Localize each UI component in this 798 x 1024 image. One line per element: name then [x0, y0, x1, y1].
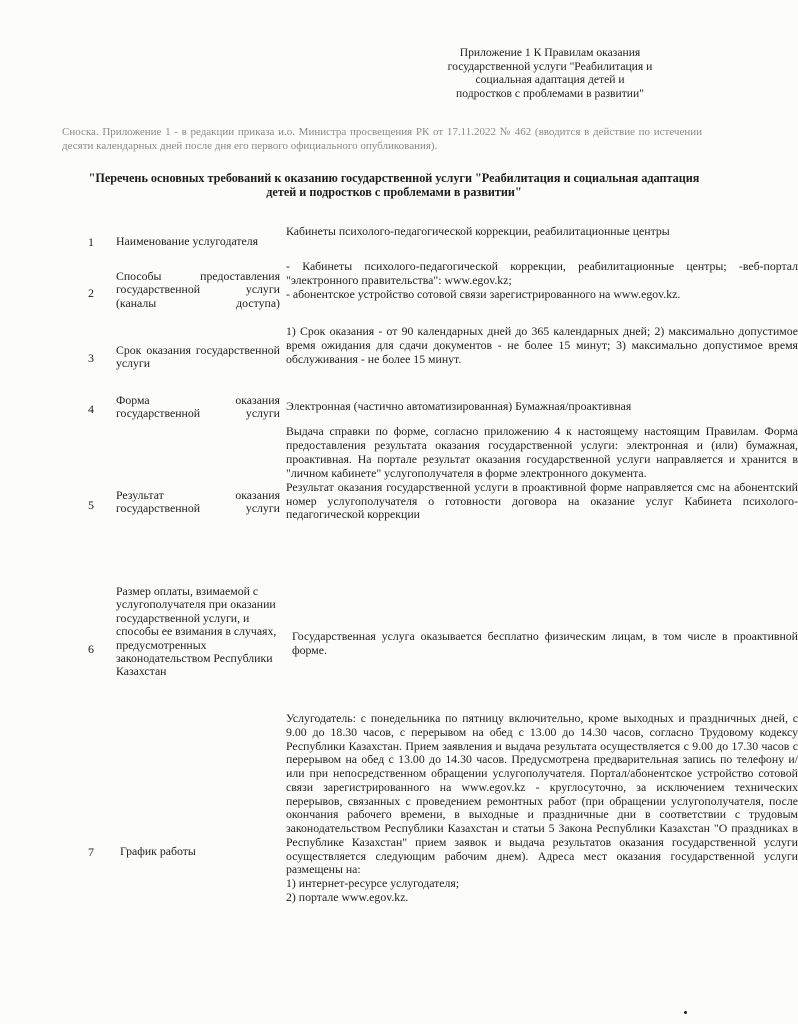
row-number: 6 [88, 642, 94, 656]
requirement-row [78, 584, 798, 710]
row-value-paragraph: - Кабинеты психолого-педагогической коррекции, реабилитационные центры; -веб-портал "электронного правительства": www.egov.kz; [286, 259, 798, 287]
row-value-paragraph: Результат оказания государственной услуги в проактивной форме направляется смс на абонентский номер услугополучателя о готовности договора на оказание услуг Кабинета психолого-педагогической коррекции [286, 479, 798, 522]
row-label: Форма оказания государственной услуги [116, 393, 280, 421]
requirement-row [78, 225, 728, 255]
requirement-row [78, 711, 798, 1002]
row-value [292, 630, 798, 658]
row-value [286, 712, 798, 905]
row-number: 2 [88, 286, 94, 300]
row-value-paragraph: Выдача справки по форме, согласно приложению 4 к настоящему настоящим Правилам. Форма предоставления результата оказания государственной услуги: электронная и (или) бумажная, проактивная. На портале результат оказания государственной услуги направляется и хранится в "личном кабинете" услугополучателя в форме электронного документа. [286, 424, 798, 480]
document-title: "Перечень основных требований к оказанию государственной услуги "Реабилитация и социальная адаптация детей и подростков с проблемами в развитии" [88, 171, 700, 199]
row-number: 7 [88, 845, 94, 859]
row-value [286, 225, 798, 239]
requirement-row [78, 424, 798, 585]
row-value [286, 400, 798, 414]
row-label: График работы [120, 844, 196, 858]
row-value-paragraph: 1) Срок оказания - от 90 календарных дней до 365 календарных дней; 2) максимально допустимое время ожидания для сдачи документов - не более 15 минут; 3) максимально допустимое время обслуживания - не более 15 минут. [286, 324, 798, 366]
row-value [286, 425, 798, 522]
row-value-paragraph: 2) портале www.egov.kz. [286, 889, 409, 904]
row-value-paragraph: - абонентское устройство сотовой связи зарегистрированного на www.egov.kz. [286, 286, 681, 301]
row-value-paragraph: Электронная (частично автоматизированная) Бумажная/проактивная [286, 399, 632, 413]
header-line: подростков с проблемами в развитии" [456, 86, 644, 100]
header-line: Приложение 1 К Правилам оказания [459, 46, 641, 59]
row-value-paragraph: Услугодатель: с понедельника по пятницу включительно, кроме выходных и праздничных дней, с 9.00 до 18.30 часов, с перерывом на обед с 13.00 до 14.30 часов, согласно Трудовому кодексу Республики Казахстан. Прием заявления и выдача результата осуществляется с 9.00 до 17.30 часов с перерывом на обед с 13.00 до 14.30 часов. Предусмотрена предварительная запись по телефону и/или при непосредственном обращении услугополучателя. Портал/абонентское устройство сотовой связи зарегистрированного на www.egov.kz - круглосуточно, за исключением технических перерывов, связанных с проведением ремонтных работ (при обращении услугополучателя, после окончания рабочего времени, в выходные и праздничные дни в соответствии с трудовым законодательством Республики Казахстан и статьи 5 Закона Республики Казахстан "О праздниках в Республике Казахстан" прием заявок и выдача результатов оказания государственной услуги осуществляется следующим рабочим днем). Адреса мест оказания государственной услуги размещены на: [286, 711, 798, 877]
row-label: Размер оплаты, взимаемой с услугополучателя при оказании государственной услуги, и способы ее взимания в случаях, предусмотренных законодательством Республики Казахстан [116, 584, 277, 679]
row-number: 4 [88, 402, 94, 416]
row-label: Результат оказания государственной услуги [116, 488, 280, 516]
row-number: 5 [88, 498, 94, 512]
header-line: государственной услуги "Реабилитация и [447, 59, 653, 73]
row-number: 3 [88, 351, 94, 365]
row-value-paragraph: Государственная услуга оказывается бесплатно физическим лицам, в том числе в проактивной форме. [292, 629, 798, 657]
header-line: социальная адаптация детей и [475, 73, 625, 87]
row-value [286, 325, 798, 367]
row-number: 1 [88, 235, 94, 249]
row-value-paragraph: 1) интернет-ресурсе услугодателя; [286, 876, 460, 890]
requirement-row [78, 259, 798, 322]
row-label: Срок оказания государственной услуги [116, 343, 280, 371]
row-label: Способы предоставления государственной услуги (каналы доступа) [116, 269, 280, 310]
scan-speck [684, 1011, 687, 1014]
requirement-row [78, 324, 798, 387]
row-value [286, 260, 798, 302]
row-label: Наименование услугодателя [116, 234, 259, 248]
row-value-paragraph: Кабинеты психолого-педагогической коррекции, реабилитационные центры [286, 224, 670, 238]
amendment-footnote: Сноска. Приложение 1 - в редакции приказа и.о. Министра просвещения РК от 17.11.2022 № 462 (вводится в действие по истечении десяти календарных дней после дня его первого официального опубликования). [62, 126, 702, 152]
requirement-row [78, 394, 728, 424]
appendix-header [400, 46, 700, 100]
